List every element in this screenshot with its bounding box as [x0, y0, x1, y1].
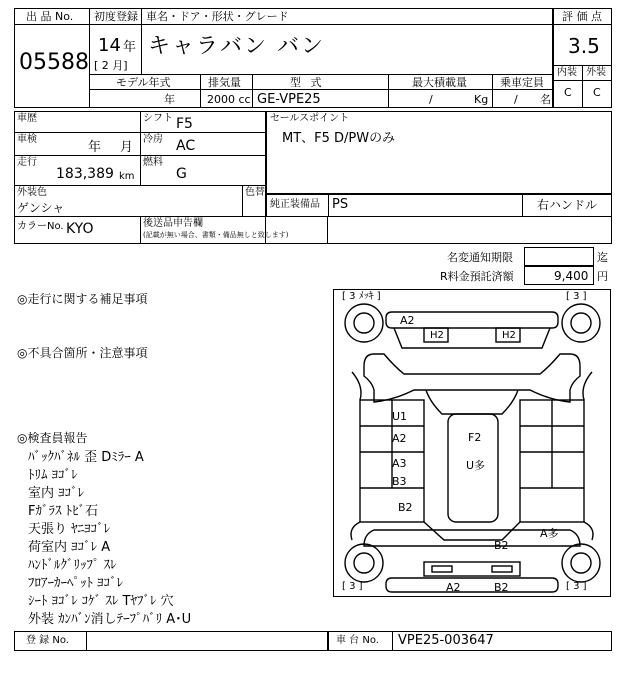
mark-rear-bumper: A2 [446, 581, 461, 594]
mark-roof-u: U多 [466, 459, 486, 472]
mark-left-rear-door-1: A3 [392, 457, 407, 470]
mark-left-rear: B2 [398, 501, 413, 514]
type-label: 型 式 [290, 76, 325, 89]
mark-front-bumper: A2 [400, 314, 415, 327]
mark-headlight-right: H2 [502, 330, 516, 341]
fuel-label: 燃料 [143, 157, 163, 168]
name-change-unit: 迄 [597, 251, 608, 264]
reg-year-unit: 年 [123, 40, 137, 55]
tl-label: [ 3 ﾒｯｷ ] [342, 291, 381, 302]
exterior-grade: C [593, 86, 601, 99]
rear-shape [424, 522, 520, 540]
bl-label: [ 3 ] [342, 581, 363, 592]
inspector-line: ｼｰﾄ ﾖｺﾞﾚ ｺｹﾞ ｽﾚ Tﾔﾌﾞﾚ 穴 [28, 594, 174, 609]
inspector-line: 天張り ﾔﾆﾖｺﾞﾚ [28, 522, 111, 537]
recycle-value: 9,400 [554, 269, 589, 283]
recycle-label: R料金預託済額 [440, 270, 514, 283]
inspector-line: ﾌﾛｱｰｶｰﾍﾟｯﾄ ﾖｺﾞﾚ [28, 576, 124, 591]
mark-windshield: U1 [392, 410, 408, 423]
chassis-label: 車 台 No. [336, 635, 379, 646]
model-year-label: モデル年式 [116, 76, 171, 89]
first-reg-label: 初度登録 [94, 10, 138, 23]
front-face-shape [394, 328, 550, 348]
inspector-line: Fｶﾞﾗｽ ﾄﾋﾞ石 [28, 504, 99, 519]
displacement: 2000 cc [207, 93, 251, 106]
mark-left-rear-door-2: B3 [392, 475, 407, 488]
car-diagram-box [333, 289, 611, 597]
capacity-label: 乗車定員 [500, 76, 544, 89]
inspection-month-unit: 月 [120, 140, 134, 155]
tr-label: [ 3 ] [566, 291, 587, 302]
max-load-slash: / [429, 93, 433, 106]
defects-label: ◎不具合箇所・注意事項 [17, 346, 148, 360]
inspector-line: ﾊﾞｯｸﾊﾞﾈﾙ 歪 Dﾐﾗｰ A [28, 450, 144, 465]
lot-no: 05588 [19, 50, 89, 75]
ext-color: ゲンシャ [17, 201, 65, 215]
mark-right-rear: A多 [540, 527, 559, 540]
sales-point: MT、F5 D/PWのみ [282, 131, 396, 146]
recycle-unit: 円 [597, 270, 608, 283]
body-outline-shape [364, 354, 580, 402]
inspector-line: 外装 ｶﾝﾊﾞﾝ消しﾃｰﾌﾟﾊﾞﾘ A･U [28, 612, 192, 627]
inspector-line: 室内 ﾖｺﾞﾚ [28, 486, 85, 501]
car-name: キャラバン バン [148, 34, 325, 59]
lot-no-label: 出 品 No. [26, 10, 74, 23]
driving-label: ◎走行に関する補足事項 [17, 292, 148, 306]
color-change-label: 色替 [245, 187, 265, 198]
wheel-icon [345, 544, 383, 582]
inspection-year-unit: 年 [88, 140, 102, 155]
inspection-label: 車検 [17, 134, 37, 145]
mark-left-front-door: A2 [392, 432, 407, 445]
interior-grade: C [564, 86, 572, 99]
docs-label: 後送品申告欄 [143, 218, 203, 229]
wheel-icon [345, 304, 383, 342]
mark-roof-f: F2 [468, 431, 482, 444]
mileage-unit: km [119, 171, 135, 182]
registration-label: 登 録 No. [26, 635, 69, 646]
capacity-slash: / [514, 93, 518, 106]
steering: 右ハンドル [537, 198, 598, 212]
oem-equipment: PS [332, 197, 349, 212]
mileage-label: 走行 [17, 157, 37, 168]
ext-color-label: 外装色 [17, 187, 47, 198]
rear-panel-shape [424, 562, 520, 576]
displacement-label: 排気量 [208, 76, 241, 89]
mileage: 183,389 [56, 166, 114, 182]
shift-label: シフト [143, 113, 173, 124]
mark-headlight-left: H2 [430, 330, 444, 341]
history-label: 車歴 [17, 113, 37, 124]
inspector-lines [28, 446, 328, 626]
car-name-label: 車名・ドア・形状・グレード [146, 10, 289, 23]
docs-note: (記載が無い場合、書類・備品無しと致します) [143, 231, 289, 239]
inspector-line: 荷室内 ﾖｺﾞﾚ A [28, 540, 111, 555]
oem-equipment-label: 純正装備品 [270, 199, 320, 210]
chassis-no: VPE25-003647 [398, 633, 494, 648]
name-change-box [524, 247, 594, 266]
interior-label: 内装 [557, 67, 577, 78]
mark-rear-bumper-right: B2 [494, 581, 509, 594]
reg-month: [ 2 月] [94, 59, 128, 72]
rating: 3.5 [568, 34, 600, 58]
exterior-label: 外装 [586, 67, 606, 78]
capacity-unit: 名 [540, 93, 551, 106]
fuel: G [176, 166, 187, 182]
model-type: GE-VPE25 [257, 92, 321, 107]
ac-label: 冷房 [143, 134, 163, 145]
blank-right-box [328, 216, 612, 244]
inspector-label: ◎検査員報告 [17, 431, 88, 445]
name-change-label: 名変通知期限 [447, 251, 513, 264]
inspector-line: ﾄﾘﾑ ﾖｺﾞﾚ [28, 468, 78, 483]
color-no-label: カラーNo. [17, 221, 64, 232]
model-year-unit: 年 [164, 93, 175, 106]
color-no: KYO [66, 221, 94, 237]
wheel-icon [562, 304, 600, 342]
shift: F5 [176, 116, 193, 132]
max-load-unit: Kg [474, 93, 489, 106]
br-label: [ 3 ] [566, 581, 587, 592]
max-load-label: 最大積載量 [412, 76, 467, 89]
ac: AC [176, 138, 196, 154]
sales-point-label: セールスポイント [270, 113, 350, 124]
windshield-shape [426, 390, 518, 414]
reg-year: 14 [98, 35, 121, 56]
mark-rear-panel: B2 [494, 539, 509, 552]
inspector-line: ﾊﾝﾄﾞﾙｸﾞﾘｯﾌﾟ ｽﾚ [28, 558, 117, 573]
wheel-icon [562, 544, 600, 582]
rating-label: 評 価 点 [562, 10, 602, 23]
rear-bumper-shape [386, 578, 558, 592]
